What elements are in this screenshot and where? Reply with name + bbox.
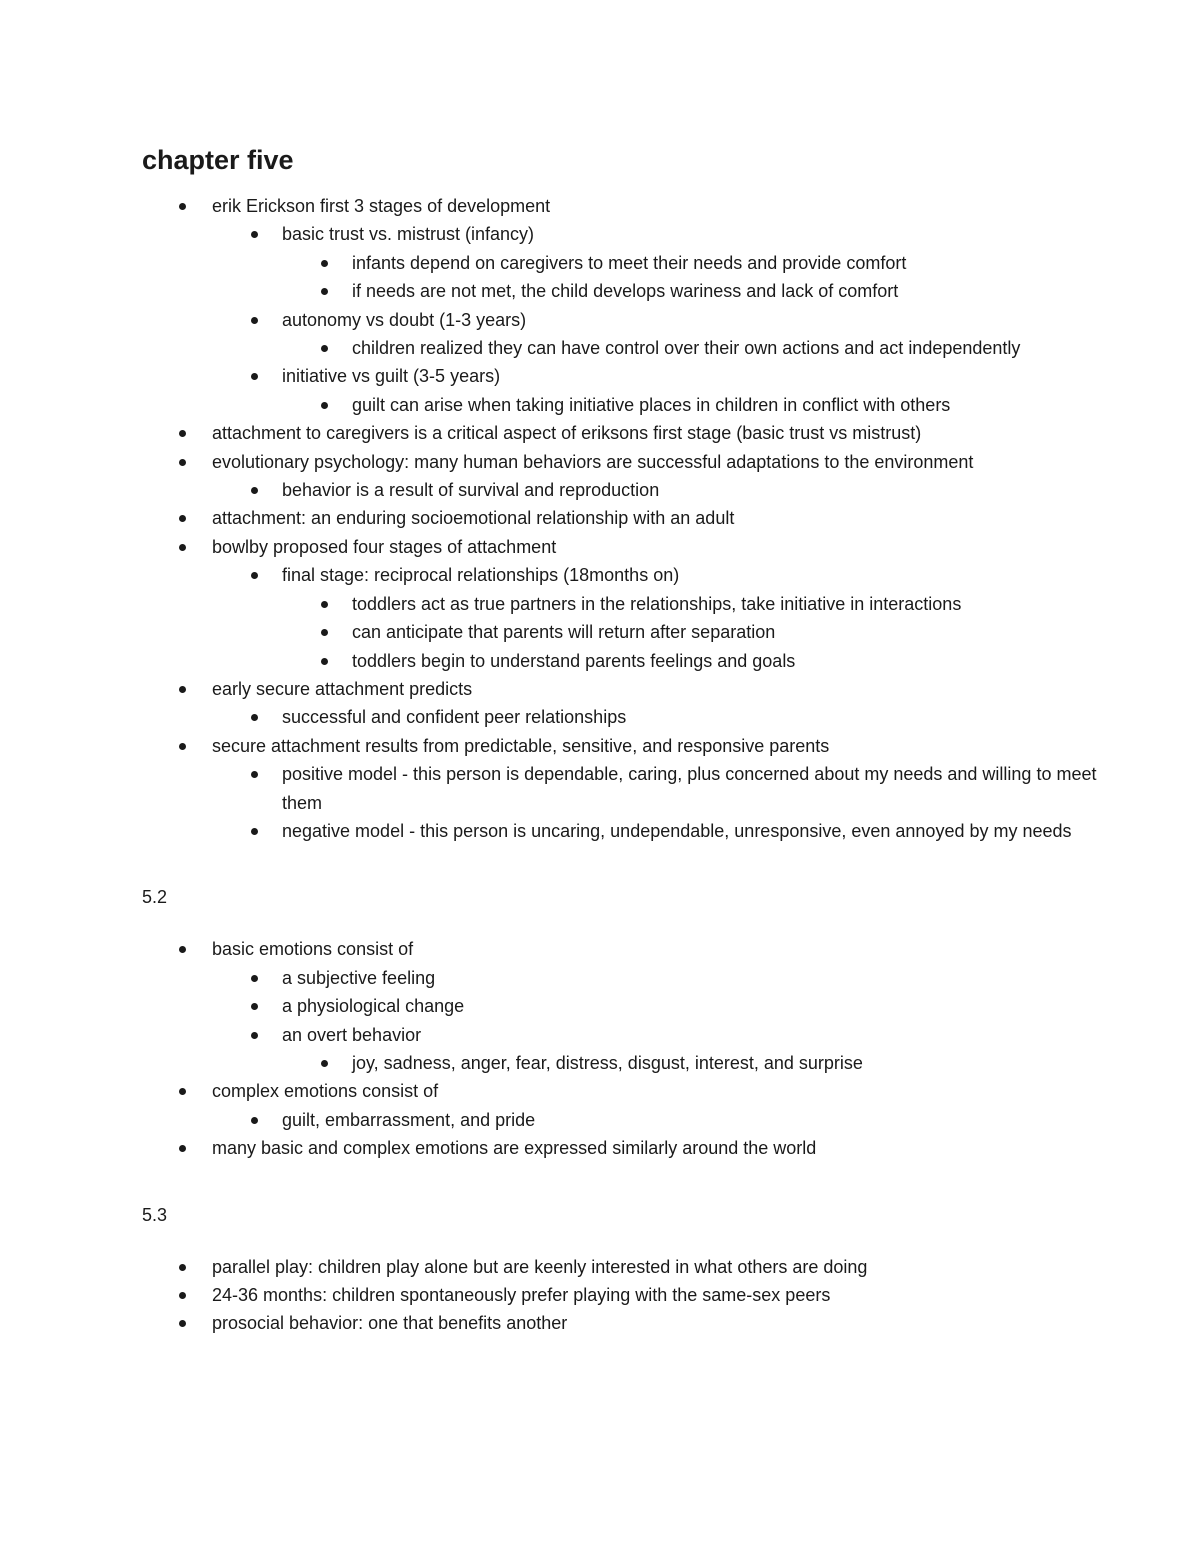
list-item-text: positive model - this person is dependable, caring, plus concerned about my needs and willing to meet them (282, 764, 1097, 813)
bullet-icon (251, 828, 258, 835)
bullet-icon (179, 430, 186, 437)
bullet-icon (179, 686, 186, 693)
list-item-text: successful and confident peer relationships (282, 707, 627, 728)
list-item-text: a physiological change (282, 996, 465, 1017)
list-item (142, 1021, 1100, 1049)
bullet-icon (179, 1088, 186, 1095)
bullet-icon (321, 345, 328, 352)
bullet-icon (251, 317, 258, 324)
list-item (142, 362, 1100, 390)
list-item-text: toddlers begin to understand parents feelings and goals (352, 650, 796, 671)
bullet-icon (321, 601, 328, 608)
list-item (142, 192, 1100, 220)
section (142, 1201, 1100, 1338)
list-item (142, 1309, 1100, 1337)
section (142, 192, 1100, 845)
bullet-icon (179, 1264, 186, 1271)
list-item-text: children realized they can have control over their own actions and act independently (352, 338, 1021, 359)
list-item-text: an overt behavior (282, 1024, 422, 1045)
bullet-icon (251, 975, 258, 982)
bullet-icon (251, 373, 258, 380)
bullet-icon (179, 544, 186, 551)
list-item (142, 448, 1100, 476)
list-item (142, 1106, 1100, 1134)
list-item (142, 504, 1100, 532)
bullet-icon (179, 1145, 186, 1152)
list-item-text: early secure attachment predicts (212, 678, 473, 699)
list-item (142, 561, 1100, 589)
list-item-text: erik Erickson first 3 stages of development (212, 196, 551, 216)
list-item-text: behavior is a result of survival and reproduction (282, 480, 660, 501)
bullet-icon (321, 1060, 328, 1067)
list-item (142, 220, 1100, 248)
list-item (142, 334, 1100, 362)
bullet-icon (251, 1117, 258, 1124)
list-item (142, 306, 1100, 334)
bullet-icon (179, 1292, 186, 1299)
list-item-text: autonomy vs doubt (1-3 years) (282, 309, 527, 330)
list-item (142, 817, 1100, 845)
bullet-icon (179, 515, 186, 522)
list-item-text: guilt can arise when taking initiative places in children in conflict with others (352, 394, 951, 415)
list-item-text: basic emotions consist of (212, 939, 414, 960)
list-item-text: negative model - this person is uncaring, undependable, unresponsive, even annoyed by my needs (282, 820, 1072, 841)
list-item (142, 590, 1100, 618)
list-item (142, 964, 1100, 992)
bullet-list (142, 935, 1100, 1162)
list-item-text: attachment: an enduring socioemotional relationship with an adult (212, 508, 735, 529)
list-item (142, 1134, 1100, 1162)
bullet-icon (321, 288, 328, 295)
bullet-icon (179, 459, 186, 466)
list-item-text: if needs are not met, the child develops wariness and lack of comfort (352, 281, 899, 302)
bullet-icon (321, 260, 328, 267)
bullet-icon (321, 629, 328, 636)
bullet-icon (179, 743, 186, 750)
list-item (142, 277, 1100, 305)
list-item-text: a subjective feeling (282, 967, 436, 988)
list-item-text: can anticipate that parents will return after separation (352, 622, 776, 643)
list-item (142, 732, 1100, 760)
document-body (142, 192, 1100, 1338)
list-item-text: prosocial behavior: one that benefits another (212, 1313, 568, 1334)
bullet-icon (251, 714, 258, 721)
list-item-text: basic trust vs. mistrust (infancy) (282, 224, 535, 245)
list-item-text: many basic and complex emotions are expressed similarly around the world (212, 1138, 817, 1159)
list-item (142, 476, 1100, 504)
list-item (142, 618, 1100, 646)
list-item-text: toddlers act as true partners in the relationships, take initiative in interactions (352, 593, 962, 614)
list-item (142, 419, 1100, 447)
bullet-icon (251, 231, 258, 238)
bullet-icon (179, 1320, 186, 1327)
list-item-text: initiative vs guilt (3-5 years) (282, 366, 501, 387)
list-item (142, 703, 1100, 731)
list-item (142, 675, 1100, 703)
bullet-icon (251, 771, 258, 778)
list-item (142, 935, 1100, 963)
list-item-text: joy, sadness, anger, fear, distress, disgust, interest, and surprise (352, 1052, 863, 1073)
list-item-text: guilt, embarrassment, and pride (282, 1109, 536, 1130)
bullet-icon (251, 572, 258, 579)
list-item (142, 647, 1100, 675)
bullet-icon (251, 487, 258, 494)
list-item (142, 1077, 1100, 1105)
section (142, 883, 1100, 1162)
bullet-list (142, 1253, 1100, 1338)
bullet-icon (251, 1003, 258, 1010)
list-item-text: bowlby proposed four stages of attachment (212, 536, 557, 557)
list-item (142, 1253, 1100, 1281)
list-item (142, 992, 1100, 1020)
list-item-text: evolutionary psychology: many human behaviors are successful adaptations to the environment (212, 451, 974, 472)
list-item (142, 533, 1100, 561)
bullet-icon (321, 402, 328, 409)
list-item-text: attachment to caregivers is a critical aspect of eriksons first stage (basic trust vs mistrust) (212, 423, 922, 444)
bullet-icon (179, 203, 186, 210)
list-item-text: secure attachment results from predictable, sensitive, and responsive parents (212, 735, 830, 756)
list-item-text: complex emotions consist of (212, 1081, 439, 1102)
bullet-list (142, 192, 1100, 845)
list-item (142, 1281, 1100, 1309)
page-title: chapter five (142, 145, 294, 175)
list-item-text: 24-36 months: children spontaneously prefer playing with the same-sex peers (212, 1285, 831, 1305)
list-item-text: parallel play: children play alone but are keenly interested in what others are doing (212, 1256, 868, 1277)
list-item (142, 391, 1100, 419)
list-item-text: infants depend on caregivers to meet their needs and provide comfort (352, 252, 907, 273)
bullet-icon (179, 946, 186, 953)
list-item (142, 760, 1100, 817)
bullet-icon (321, 658, 328, 665)
section-heading: 5.2 (142, 887, 168, 908)
list-item-text: final stage: reciprocal relationships (18months on) (282, 565, 680, 586)
bullet-icon (251, 1032, 258, 1039)
section-heading: 5.3 (142, 1204, 168, 1225)
list-item (142, 1049, 1100, 1077)
list-item (142, 249, 1100, 277)
